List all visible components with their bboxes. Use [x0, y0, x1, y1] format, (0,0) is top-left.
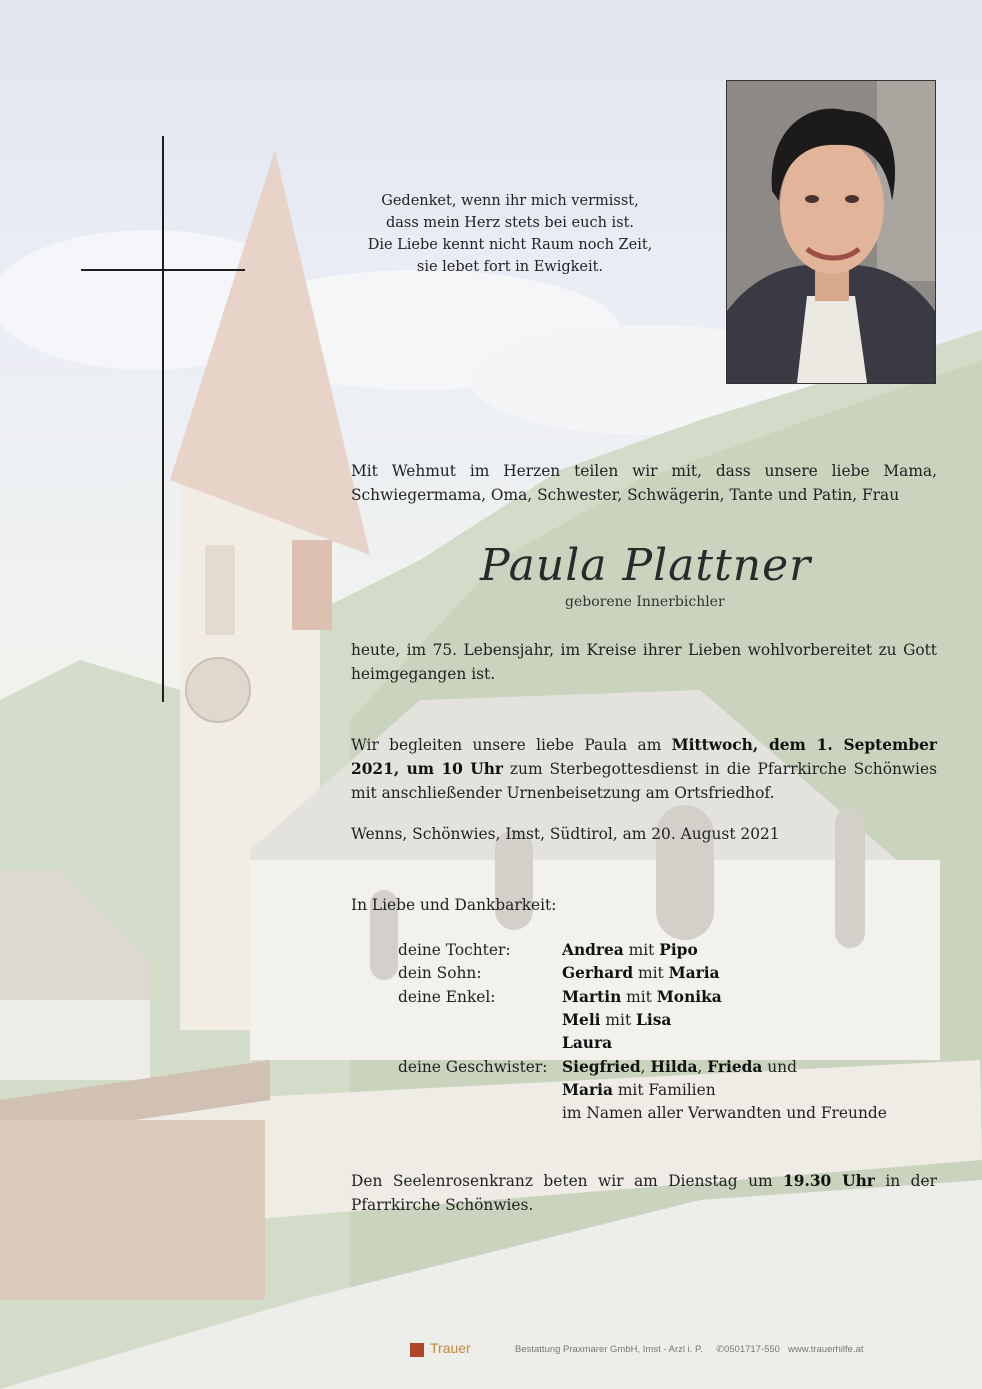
rosary-time: 19.30 Uhr	[783, 1172, 875, 1190]
family-connector-text: mit	[600, 1011, 637, 1029]
funeral-text	[351, 733, 937, 805]
funeral-pre: Wir begleiten unsere liebe Paula am	[351, 736, 672, 754]
rosary-post: in der Pfarrkirche Schönwies.	[351, 1172, 937, 1214]
family-member-name: Maria	[562, 1081, 613, 1099]
announcement-intro: Mit Wehmut im Herzen teilen wir mit, dass unsere liebe Mama, Schwiegermama, Oma, Schwester, Schwägerin, Tante und Patin, Frau	[351, 462, 937, 504]
birth-name: geborene Innerbichler	[565, 594, 725, 610]
poem-line: Gedenket, wenn ihr mich vermisst,	[381, 193, 639, 209]
family-member-name: Meli	[562, 1011, 601, 1029]
family-relation: deine Tochter:	[398, 941, 511, 959]
family-names	[562, 939, 698, 962]
family-member-name: Gerhard	[562, 964, 634, 982]
gratitude-heading: In Liebe und Dankbarkeit:	[351, 896, 557, 914]
funeral-date: Mittwoch, dem 1. September 2021, um 10 Uhr	[351, 736, 937, 778]
family-member-name: Pipo	[659, 941, 698, 959]
family-relation: dein Sohn:	[398, 964, 482, 982]
family-names	[562, 1009, 671, 1032]
footer-phone-number: 0501717-550	[723, 1344, 780, 1355]
phone-icon: ✆	[716, 1344, 724, 1355]
footer-logo-text: Trauer	[430, 1340, 471, 1356]
footer-website[interactable]: www.trauerhilfe.at	[788, 1344, 864, 1355]
funeral-post: zum Sterbegottesdienst in die Pfarrkirche Schönwies mit anschließender Urnenbeisetzung am Ortsfriedhof.	[351, 760, 937, 802]
portrait-photo	[726, 80, 936, 384]
family-names	[562, 986, 722, 1009]
rosary-text	[351, 1169, 937, 1217]
cross-horizontal-line	[81, 269, 245, 271]
family-connector-text: im Namen aller Verwandten und Freunde	[562, 1104, 887, 1122]
family-connector-text: mit	[621, 988, 657, 1006]
family-member-name: Frieda	[707, 1058, 763, 1076]
family-member-name: Siegfried	[562, 1058, 641, 1076]
family-connector-text: mit	[623, 941, 660, 959]
family-relation: deine Geschwister:	[398, 1058, 548, 1076]
passing-text: heute, im 75. Lebensjahr, im Kreise ihrer Lieben wohlvorbereitet zu Gott heimgegangen ist.	[351, 641, 937, 683]
footer-company: Bestattung Praxmarer GmbH, Imst - Arzl i. P.	[515, 1344, 703, 1355]
rosary-pre: Den Seelenrosenkranz beten wir am Dienstag um	[351, 1172, 784, 1190]
trauer-logo-icon	[410, 1343, 424, 1357]
family-connector-text: ,	[697, 1058, 708, 1076]
memorial-poem	[340, 190, 680, 278]
family-relation: deine Enkel:	[398, 988, 496, 1006]
family-connector-text: mit	[633, 964, 669, 982]
family-names	[562, 1079, 716, 1102]
cross-vertical-line	[162, 136, 164, 702]
poem-line: dass mein Herz stets bei euch ist.	[385, 215, 635, 231]
poem-line: Die Liebe kennt nicht Raum noch Zeit,	[367, 237, 653, 253]
family-names	[562, 962, 720, 985]
family-member-name: Lisa	[636, 1011, 672, 1029]
footer-phone	[716, 1344, 780, 1355]
family-names	[562, 1032, 612, 1055]
family-member-name: Maria	[668, 964, 720, 982]
family-member-name: Laura	[562, 1034, 613, 1052]
family-member-name: Martin	[562, 988, 622, 1006]
family-names	[562, 1102, 887, 1125]
poem-line: sie lebet fort in Ewigkeit.	[416, 259, 604, 275]
family-member-name: Hilda	[650, 1058, 698, 1076]
family-connector-text: mit Familien	[612, 1081, 716, 1099]
family-names	[562, 1056, 797, 1079]
family-member-name: Monika	[656, 988, 722, 1006]
family-member-name: Andrea	[562, 941, 624, 959]
deceased-name: Paula Plattner	[480, 540, 812, 591]
family-connector-text: und	[762, 1058, 797, 1076]
family-connector-text: ,	[640, 1058, 651, 1076]
place-and-date: Wenns, Schönwies, Imst, Südtirol, am 20. August 2021	[351, 825, 780, 843]
